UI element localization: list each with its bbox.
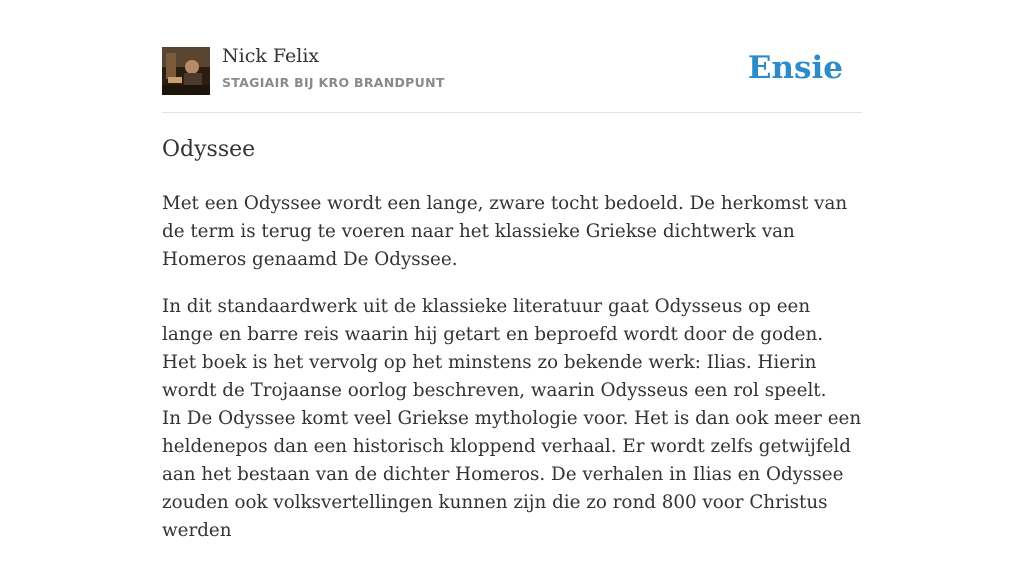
article-paragraph-part: In dit standaardwerk uit de klassieke literatuur gaat Odysseus op een lange en barre reis waarin hij getart en beproefd wordt door de goden. Het boek is het vervolg op het minstens zo bekende werk: Ilias. Hierin wordt de Trojaanse oorlog beschreven, waarin Odysseus een rol speelt. xyxy=(162,296,827,401)
avatar-photo xyxy=(162,47,210,95)
article-header xyxy=(162,0,862,113)
brand-logo-link[interactable]: Ensie xyxy=(747,50,843,86)
article-card xyxy=(162,0,862,541)
article-paragraph xyxy=(162,293,862,545)
article-body xyxy=(162,190,862,564)
article-paragraph: Met een Odyssee wordt een lange, zware tocht bedoeld. De herkomst van de term is terug te voeren naar het klassieke Griekse dichtwerk van Homeros genaamd De Odyssee. xyxy=(162,193,848,270)
author-name[interactable]: Nick Felix xyxy=(222,45,320,67)
author-avatar[interactable] xyxy=(162,47,210,95)
author-role: STAGIAIR BIJ KRO BRANDPUNT xyxy=(222,75,445,90)
article-title: Odyssee xyxy=(162,137,256,162)
article-paragraph-part: In De Odyssee komt veel Griekse mythologie voor. Het is dan ook meer een heldenepos dan een historisch kloppend verhaal. Er wordt zelfs getwijfeld aan het bestaan van de dichter Homeros. De verhalen in Ilias en Odyssee zouden ook volksvertellingen kunnen zijn die zo rond 800 voor Christus werden xyxy=(162,408,862,541)
